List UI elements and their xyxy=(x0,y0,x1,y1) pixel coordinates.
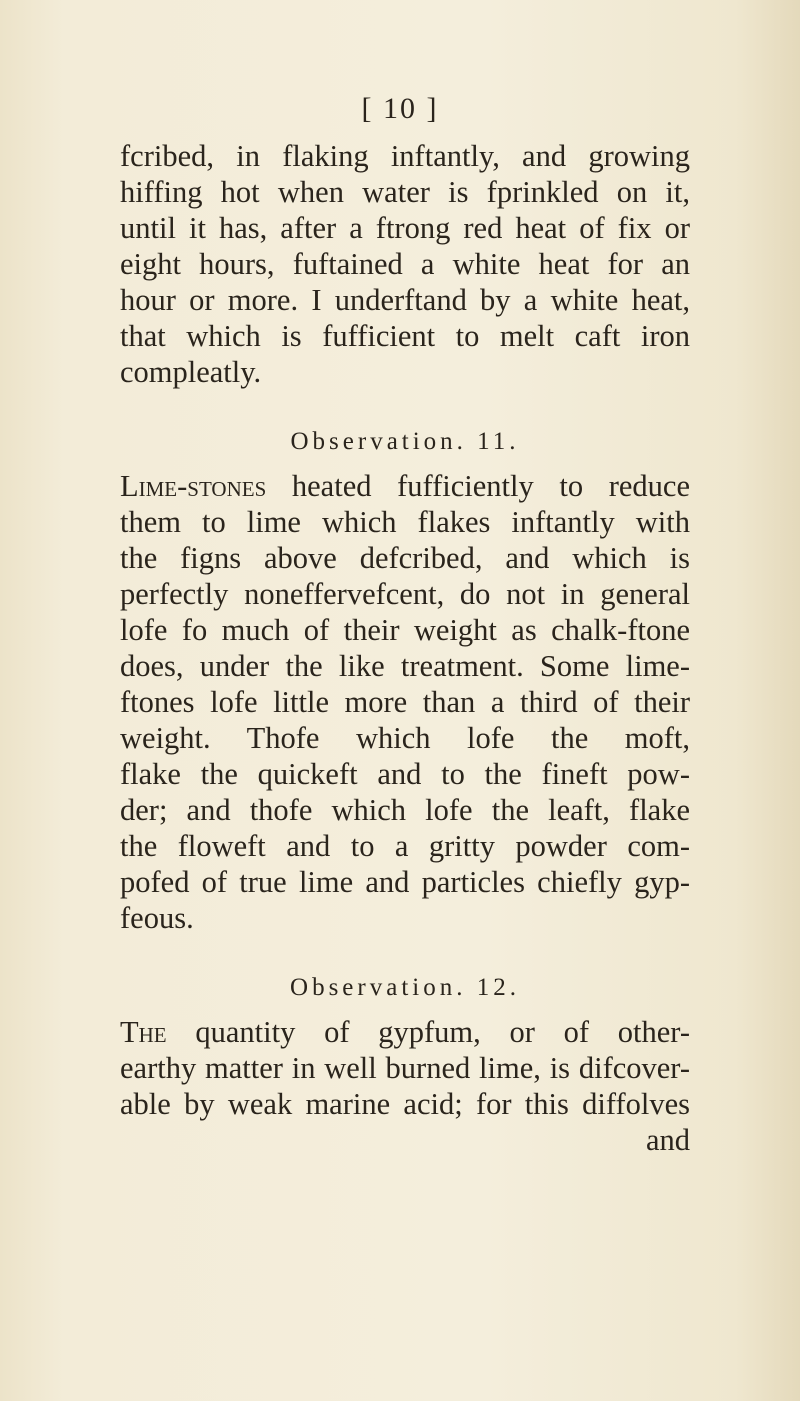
text-line-rest: quantity of gypfum, or of other- xyxy=(195,1015,690,1049)
text-line xyxy=(120,468,690,504)
text-line: flake the quickeft and to the fineft pow- xyxy=(120,757,690,791)
text-line: pofed of true lime and particles chiefly gyp- xyxy=(120,865,690,899)
observation-heading: Observation. 11. xyxy=(290,428,520,455)
catchword: and xyxy=(645,1123,690,1157)
lead-word: The xyxy=(120,1015,167,1049)
observation-heading: Observation. 12. xyxy=(290,974,520,1001)
text-line: fcribed, in flaking inftantly, and growing xyxy=(120,139,690,173)
text-line: lofe fo much of their weight as chalk-ftone xyxy=(120,613,690,647)
text-line: does, under the like treatment. Some lime- xyxy=(120,649,690,683)
text-line: earthy matter in well burned lime, is difcover- xyxy=(120,1051,690,1085)
text-line: der; and thofe which lofe the leaft, flake xyxy=(120,793,690,827)
text-line: hour or more. I underftand by a white heat, xyxy=(120,283,690,317)
text-line: until it has, after a ftrong red heat of fix or xyxy=(120,211,690,245)
page-number-header: [ 10 ] xyxy=(361,92,439,125)
page-text xyxy=(120,138,690,1338)
text-line: them to lime which flakes inftantly with xyxy=(120,505,690,539)
text-line: that which is fufficient to melt caft iron xyxy=(120,319,690,353)
text-line-rest: heated fufficiently to reduce xyxy=(291,469,691,503)
text-line: feous. xyxy=(120,901,194,935)
text-line: eight hours, fuftained a white heat for an xyxy=(120,247,690,281)
text-line: able by weak marine acid; for this diffolves xyxy=(120,1087,690,1121)
text-line: hiffing hot when water is fprinkled on it, xyxy=(120,175,690,209)
lead-word: Lime-stones xyxy=(120,469,267,503)
text-line: perfectly noneffervefcent, do not in general xyxy=(120,577,690,611)
text-line: weight. Thofe which lofe the moft, xyxy=(120,721,690,755)
text-line: the figns above defcribed, and which is xyxy=(120,541,690,575)
text-line: compleatly. xyxy=(120,355,262,389)
text-line: the floweft and to a gritty powder com- xyxy=(120,829,690,863)
text-line xyxy=(120,1014,690,1050)
text-line: ftones lofe little more than a third of their xyxy=(120,685,690,719)
